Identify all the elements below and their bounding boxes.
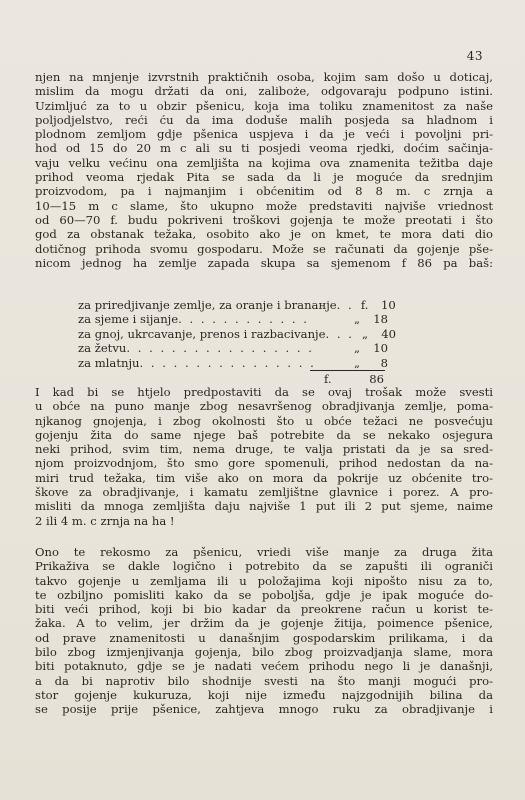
cost-row xyxy=(78,312,388,326)
leader-dots: . . . . . . . . . . . . . . . . . xyxy=(126,341,314,356)
text-line: te ozbiljno pomisliti kako da se poboljša, gdje je ipak moguće do- xyxy=(35,587,493,602)
text-line: njen na mnjenje izvrstnih praktičnih osoba, kojim sam došo u doticaj, xyxy=(35,70,493,84)
text-line: od prave znamenitosti u današnjim gospodarskim prilikama, i da xyxy=(35,630,493,645)
cost-row xyxy=(78,341,388,355)
text-line: miri trud težaka, tim više ako on mora da pokrije uz obćenite tro- xyxy=(35,470,493,485)
text-line: od 60—70 f. budu pokriveni troškovi gojenja te može preotati i što xyxy=(35,212,493,227)
cost-table xyxy=(78,298,396,370)
text-line: nicom jednog ha zemlje zapada skupa sa sjemenom f 86 pa baš: xyxy=(35,255,493,270)
text-line: takvo gojenje u zemljama ili u položajima koji nipošto nisu za to, xyxy=(35,573,493,588)
cost-currency: f. xyxy=(360,298,369,312)
total-value: 86 xyxy=(369,372,384,386)
text-line: neki prihod, svim tim, nema druge, te valja pristati da je sa sred- xyxy=(35,442,493,457)
text-line: hod od 15 do 20 m c ali su ti posjedi veoma rjedki, doćim sačinja- xyxy=(35,141,493,156)
leader-dots: . . . . . . . . . . . . xyxy=(178,312,309,327)
text-line: god za obstanak težaka, osobito ako je on kmet, te mora dati dio xyxy=(35,227,493,242)
text-line: dotičnog prihoda svomu gospodaru. Može se računati da gojenje pše- xyxy=(35,241,493,256)
text-line: njom proizvodnjom, što smo gore spomenuli, prihod nedostan da na- xyxy=(35,456,493,471)
text-line: a da bi naprotiv bilo shodnije svesti na što manji mogući pro- xyxy=(35,673,493,688)
text-line: u obće na puno manje zbog nesavršenog obradjivanja zemlje, poma- xyxy=(35,399,493,414)
paragraph-3 xyxy=(35,545,493,717)
page-number: 43 xyxy=(466,49,483,63)
leader-dots: . . xyxy=(336,298,354,312)
text-line: biti potaknuto, gdje se je nadati većem prihodu nego li je današnji, xyxy=(35,659,493,674)
text-line: poljodjelstvo, reći ću da ima doduše malih posjeda sa hladnom i xyxy=(35,112,493,127)
cost-label: za mlatnju xyxy=(78,355,140,370)
text-line: Ono te rekosmo za pšenicu, vriedi više manje za druga žita xyxy=(35,545,493,559)
text-line: misliti da mnoga zemljišta daju najviše 1 put ili 2 put sjeme, naime xyxy=(35,499,493,514)
text-line: Prikaživa se dakle logično i potrebito da se zapušti ili ograniči xyxy=(35,559,493,574)
cost-currency: „ xyxy=(353,355,360,370)
text-line: njkanog gnojenja, i zbog okolnosti što u obće težaci ne posvećuju xyxy=(35,413,493,428)
text-line: prihod veoma rjedak Pita se sada da li je moguće da srednjim xyxy=(35,170,493,185)
text-line: 10—15 m c slame, što ukupno može predstaviti najviše vriednost xyxy=(35,198,493,213)
text-line: I kad bi se htjelo predpostaviti da se ovaj trošak može svesti xyxy=(35,385,493,399)
paragraph-1 xyxy=(35,70,493,270)
leader-dots: . . . . . . . . . . . . . . . . xyxy=(139,355,316,370)
cost-value: 8 xyxy=(380,355,388,370)
cost-label: za priredjivanje zemlje, za oranje i branaнje xyxy=(78,298,337,312)
total-currency: f. xyxy=(324,372,332,386)
paragraph-2 xyxy=(35,385,493,528)
text-line: proizvodom, pa i najmanjim i obćenitim od 8 8 m. c zrnja a xyxy=(35,184,493,199)
text-line: biti veći prihod, koji bi bio kadar da preokrene račun u korist te- xyxy=(35,602,493,617)
cost-row xyxy=(78,298,396,312)
text-line: žaka. A to velim, jer držim da je gojenje žitija, poimence pšenice, xyxy=(35,616,493,631)
cost-label: za sjeme i sijanje xyxy=(78,312,179,327)
cost-label: za gnoj, ukrcavanje, prenos i razbacivanje xyxy=(78,326,326,341)
cost-value: 40 xyxy=(381,326,396,341)
text-line: se posije prije pšenice, zahtjeva mnogo ruku za obradjivanje i xyxy=(35,702,493,717)
text-line: bilo zbog izmjenjivanja gojenja, bilo zbog proizvadjanja slame, mora xyxy=(35,645,493,660)
leader-dots: . . . xyxy=(325,326,354,341)
text-line: 2 ili 4 m. c zrnja na ha ! xyxy=(35,513,175,528)
cost-total xyxy=(324,372,384,386)
cost-currency: „ xyxy=(353,341,360,356)
cost-label: za žetvu xyxy=(78,341,127,356)
text-line: gojenju žita do same njege baš potrebite da se nekako osjegura xyxy=(35,427,493,442)
cost-value: 10 xyxy=(373,341,388,356)
text-line: vaju velku većinu ona zemljišta na kojima ova znamenita težitba daje xyxy=(35,155,493,170)
cost-row xyxy=(78,326,396,341)
text-line: stor gojenje kukuruza, koji nije između najzgodnijih bilina da xyxy=(35,687,493,702)
total-rule xyxy=(310,370,385,371)
cost-currency: „ xyxy=(361,326,368,341)
cost-currency: „ xyxy=(353,312,360,327)
text-line: plodnom zemljom gdje pšenica uspjeva i da je veći i povoljni pri- xyxy=(35,127,493,142)
cost-row xyxy=(78,356,388,370)
cost-value: 18 xyxy=(373,312,388,327)
text-line: Uzimljuć za to u obzir pšenicu, koja ima toliku znamenitost za naše xyxy=(35,98,493,113)
text-line: mislim da mogu držati da oni, zaliboże, odgovaraju podpuno istini. xyxy=(35,84,493,99)
cost-value: 10 xyxy=(380,298,396,312)
text-line: škove za obradjivanje, i kamatu zemljištne glavnice i porez. A pro- xyxy=(35,485,493,500)
